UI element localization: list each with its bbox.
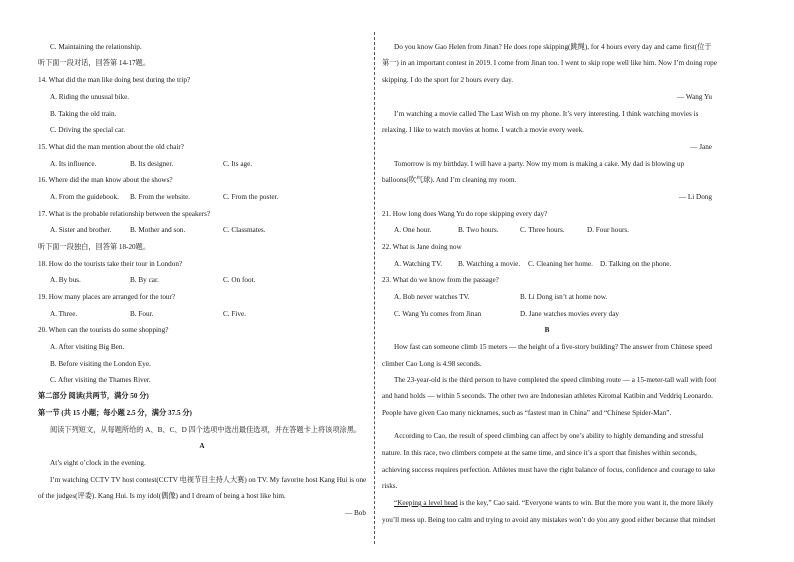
q18-option-b: B. By car. [130, 276, 159, 284]
q21-option-a: A. One hour. [394, 226, 432, 234]
q15-option-b: B. Its designer. [130, 160, 174, 168]
q18-option-c: C. On foot. [223, 276, 256, 284]
passage-text: I’m watching CCTV TV host contest(CCTV 电视节目主持人大赛) on TV. My favorite host Kang Hui is one [50, 476, 367, 484]
listening-instruction-2: 听下面一段独白，回答第 18-20题。 [38, 243, 151, 251]
question-18: 18. How do the tourists take their tour in London? [38, 260, 183, 268]
passage-b-label: B [544, 326, 550, 334]
question-17: 17. What is the probable relationship between the speakers? [38, 210, 211, 218]
q18-option-a: A. By bus. [50, 276, 81, 284]
signature-li-dong: — Li Dong [678, 193, 712, 201]
q20-option-c: C. After visiting the Thames River. [50, 376, 151, 384]
listening-instruction: 听下面一段对话，回答第 14-17题。 [38, 59, 151, 67]
q14-option-b: B. Taking the old train. [50, 110, 117, 118]
q15-option-c: C. Its age. [223, 160, 253, 168]
q23-option-b: B. Li Dong isn’t at home now. [520, 293, 608, 301]
passage-text: of the judges(评委). Kang Hui. Is my idol(偶像) and I dream of being a host like him. [38, 492, 286, 500]
question-19: 19. How many places are arranged for the tour? [38, 293, 176, 301]
q14-option-a: A. Riding the unusual bike. [50, 93, 130, 101]
question-14: 14. What did the man like doing best during the trip? [38, 76, 191, 84]
question-23: 23. What do we know from the passage? [382, 276, 499, 284]
question-20: 20. When can the tourists do some shopping? [38, 326, 169, 334]
signature-wang-yu: — Wang Yu [677, 93, 712, 101]
q15-option-a: A. Its influence. [50, 160, 97, 168]
passage-text: At’s eight o’clock in the evening. [50, 459, 146, 467]
q17-option-a: A. Sister and brother. [50, 226, 112, 234]
passage-text: balloons(吹气球). And I’m cleaning my room. [382, 176, 517, 184]
signature-jane: — Jane [690, 143, 712, 151]
signature-bob: — Bob [345, 509, 366, 517]
passage-text: According to Cao, the result of speed climbing can affect by one’s ability to highly demanding and stressful [394, 432, 704, 440]
passage-text: risks. [382, 482, 398, 490]
underlined-phrase: “Keeping a level head [394, 499, 458, 507]
q23-option-c: C. Wang Yu comes from Jinan [394, 310, 482, 318]
passage-text: skipping. I do the sport for 2 hours every day. [382, 76, 514, 84]
passage-text: and hand holds — within 5 seconds. The other two are Indonesian athletes Kiromal Katibin and Veddriq Leonardo. [382, 392, 713, 400]
passage-text: relaxing. I like to watch movies at home. I watch a movie every week. [382, 126, 584, 134]
passage-text [394, 498, 714, 508]
question-21: 21. How long does Wang Yu do rope skipping every day? [382, 210, 548, 218]
passage-text: climber Cao Long is 4.98 seconds. [382, 360, 482, 368]
passage-text: Do you know Gao Helen from Jinan? He does rope skipping(跳绳), for 4 hours every day and came first(位于 [394, 43, 712, 51]
q23-option-d: D. Jane watches movies every day [520, 310, 619, 318]
q21-option-c: C. Three hours. [520, 226, 565, 234]
q19-option-a: A. Three. [50, 310, 78, 318]
passage-text: I’m watching a movie called The Last Wish on my phone. It’s very interesting. I think watching movies is [394, 110, 699, 118]
q21-option-d: D. Four hours. [587, 226, 629, 234]
reading-instruction: 阅读下列短文，从每题所给的 A、B、C、D 四个选项中选出最佳选项，并在答题卡上将该项涂黑。 [50, 426, 362, 434]
q16-option-a: A. From the guidebook. [50, 193, 119, 201]
passage-text: People have given Cao many nicknames, such as “fastest man in China” and “Chinese Spider-Man”. [382, 409, 672, 417]
question-22: 22. What is Jane doing now [382, 243, 462, 251]
q22-option-b: B. Watching a movie. [458, 260, 521, 268]
passage-text: How fast can someone climb 15 meters — the height of a five-story building? The answer from Chinese speed [394, 343, 713, 351]
q17-option-c: C. Classmates. [223, 226, 266, 234]
passage-text: Tomorrow is my birthday. I will have a party. Now my mom is making a cake. My dad is blowing up [394, 160, 685, 168]
section-one-heading: 第一节 (共 15 小题；每小题 2.5 分，满分 37.5 分) [38, 409, 192, 417]
part-two-heading: 第二部分 阅读(共两节，满分 50 分) [38, 392, 149, 400]
q20-option-a: A. After visiting Big Ben. [50, 343, 125, 351]
q21-option-b: B. Two hours. [458, 226, 499, 234]
passage-text: The 23-year-old is the third person to have completed the speed climbing route — a 15-meter-tall wall with foot [394, 376, 717, 384]
passage-text-rest: is the key,” Cao said. “Everyone wants to win. But the more you want it, the more likely [457, 499, 714, 507]
passage-text: achieving success requires perfection. Athletes must have the right balance of focus, confidence and courage to take [382, 466, 716, 474]
q14-option-c: C. Driving the special car. [50, 126, 126, 134]
passage-text: you’ll mess up. Being too calm and trying to avoid any mistakes won’t do you any good either because that mindset [382, 516, 716, 524]
q16-option-c: C. From the poster. [223, 193, 279, 201]
q20-option-b: B. Before visiting the London Eye. [50, 360, 151, 368]
q22-option-a: A. Watching TV. [394, 260, 443, 268]
question-15: 15. What did the man mention about the old chair? [38, 143, 184, 151]
q22-option-d: D. Talking on the phone. [600, 260, 672, 268]
passage-text: nature. In this race, two climbers compete at the same time, and since it’s a sport that finishes within seconds, [382, 449, 697, 457]
q17-option-b: B. Mother and son. [130, 226, 186, 234]
q19-option-c: C. Five. [223, 310, 246, 318]
question-16: 16. Where did the man know about the shows? [38, 176, 173, 184]
column-divider [374, 32, 375, 544]
passage-text: 第一) in an important contest in 2019. I come from Jinan too. I went to skip rope well like him. Now I’m doing rope [382, 59, 717, 67]
q16-option-b: B. From the website. [130, 193, 191, 201]
option-line: C. Maintaining the relationship. [50, 43, 142, 51]
q23-option-a: A. Bob never watches TV. [394, 293, 470, 301]
passage-a-label: A [199, 442, 205, 450]
q19-option-b: B. Four. [130, 310, 154, 318]
q22-option-c: C. Cleaning her home. [528, 260, 593, 268]
